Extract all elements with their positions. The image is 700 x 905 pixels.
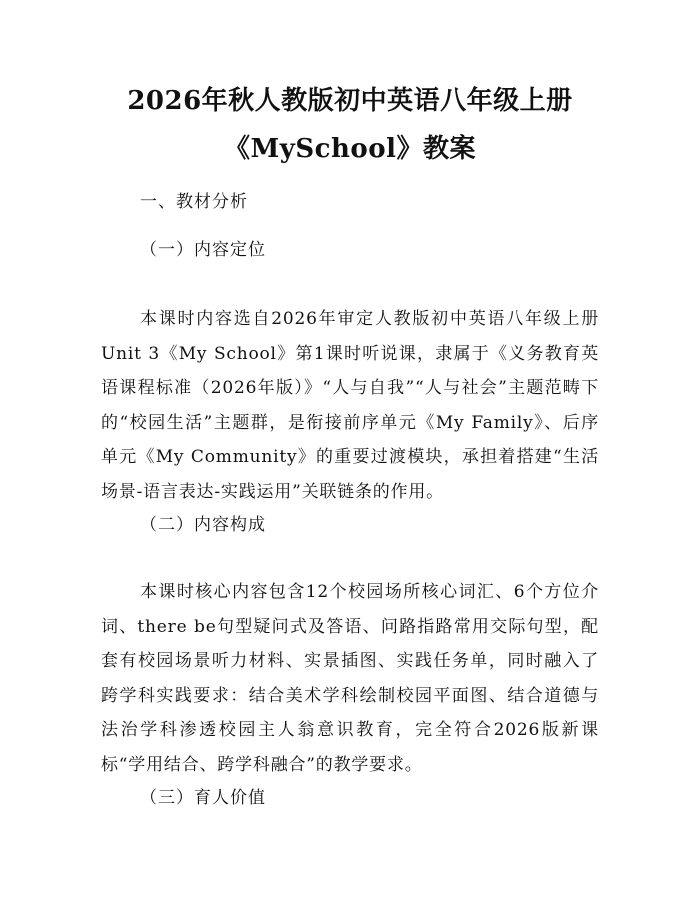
section-heading-content-composition: （二）内容构成 xyxy=(140,515,266,535)
section-heading-textbook-analysis: 一、教材分析 xyxy=(140,192,248,212)
section-heading-content-position: （一）内容定位 xyxy=(140,240,266,260)
paragraph-content-composition: 本课时核心内容包含12个校园场所核心词汇、6个方位介词、there be句型疑问式及答语、问路指路常用交际句型，配套有校园场景听力材料、实景插图、实践任务单，同时融入了跨学科实践要求：结合美术学科绘制校园平面图、结合道德与法治学科渗透校园主人翁意识教育，完全符合2026版新课标“学用结合、跨学科融合”的教学要求。 xyxy=(101,582,599,775)
paragraph-content-position: 本课时内容选自2026年审定人教版初中英语八年级上册Unit 3《My School》第1课时听说课，隶属于《义务教育英语课程标准（2026年版）》“人与自我”“人与社会”主题范畴下的“校园生活”主题群，是衔接前序单元《My Family》、后序单元《My Community》的重要过渡模块，承担着搭建“生活场景-语言表达-实践运用”关联链条的作用。 xyxy=(101,309,599,502)
section-heading-educational-value: （三）育人价值 xyxy=(140,788,266,808)
document-title-line2: 《MySchool》教案 xyxy=(224,134,476,164)
document-title-line1: 2026年秋人教版初中英语八年级上册 xyxy=(127,86,573,116)
